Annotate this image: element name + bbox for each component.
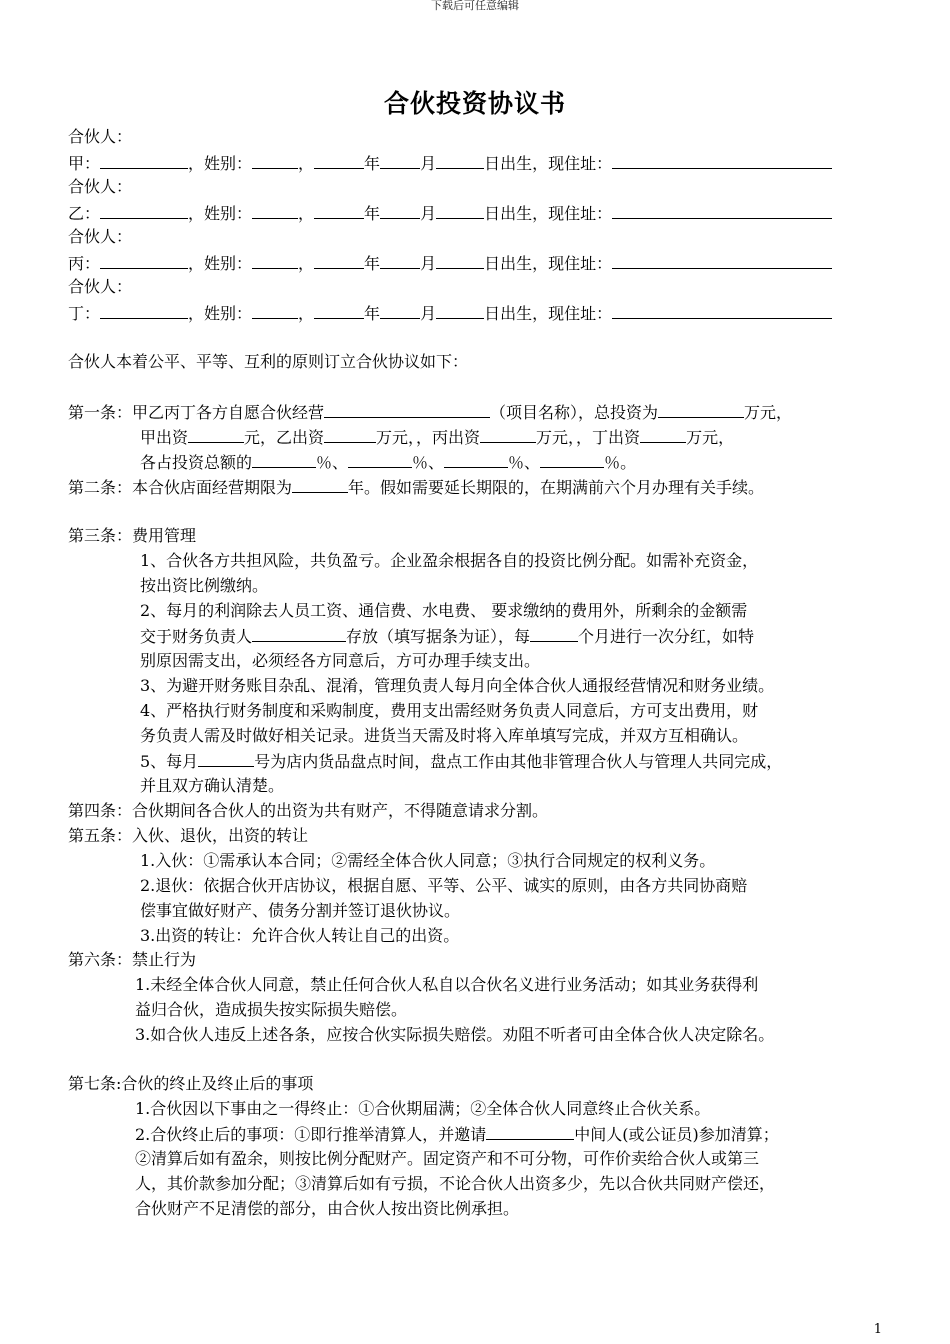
article-3-text: 5、每月: [140, 752, 199, 771]
article-1-text: 第一条：甲乙丙丁各方自愿合伙经营: [68, 403, 325, 422]
partner-prefix: 丙：: [68, 254, 101, 273]
partner-label: 合伙人：: [68, 177, 133, 196]
day-blank[interactable]: [436, 303, 484, 319]
article-7-text: 合伙财产不足清偿的部分，由合伙人按出资比例承担。: [135, 1199, 520, 1218]
year-blank[interactable]: [314, 303, 364, 319]
article-7-text: 2.合伙终止后的事项：①即行推举清算人，并邀请: [135, 1125, 487, 1144]
article-3-line: [140, 626, 754, 647]
percent-label: ％、: [316, 453, 349, 472]
birth-address-label: 日出生，现住址：: [484, 154, 613, 173]
article-3-text: 并且双方确认清楚。: [140, 776, 285, 795]
day-blank[interactable]: [436, 203, 484, 219]
partner-prefix: 丁：: [68, 304, 101, 323]
separator: ，: [298, 304, 315, 323]
article-3-text: 别原因需支出，必须经各方同意后，方可办理手续支出。: [140, 651, 541, 670]
article-1-text: （项目名称），总投资为: [490, 403, 659, 422]
article-5-text: 3.出资的转让：允许合伙人转让自己的出资。: [140, 926, 460, 945]
month-blank[interactable]: [380, 153, 420, 169]
article-3-text: 4、严格执行财务制度和采购制度，费用支出需经财务负责人同意后，方可支出费用，财: [140, 701, 759, 720]
year-label: 年: [364, 204, 381, 223]
separator: ，: [298, 254, 315, 273]
year-blank[interactable]: [314, 203, 364, 219]
article-1-line-1: [68, 402, 792, 423]
article-7-text: 中间人(或公证员)参加清算；: [574, 1125, 779, 1144]
month-label: 月: [420, 254, 437, 273]
investment-b-blank[interactable]: [324, 427, 376, 443]
gender-blank[interactable]: [252, 253, 298, 269]
investment-d-blank[interactable]: [640, 427, 686, 443]
finance-officer-blank[interactable]: [252, 626, 346, 642]
article-7-text: 1.合伙因以下事由之一得终止：①合伙期届满；②全体合伙人同意终止合伙关系。: [135, 1099, 711, 1118]
name-blank[interactable]: [100, 303, 188, 319]
name-blank[interactable]: [100, 153, 188, 169]
article-6-text: 1.未经全体合伙人同意，禁止任何合伙人私自以合伙名义进行业务活动；如其业务获得利: [135, 975, 759, 994]
gender-label: ，姓别：: [188, 304, 253, 323]
year-label: 年: [364, 254, 381, 273]
partner-row: [68, 253, 832, 274]
name-blank[interactable]: [100, 203, 188, 219]
investment-c-blank[interactable]: [480, 427, 536, 443]
gender-label: ，姓别：: [188, 254, 253, 273]
month-blank[interactable]: [380, 253, 420, 269]
article-1-text: 万元，: [686, 428, 735, 447]
partner-row: [68, 203, 832, 224]
partner-prefix: 甲：: [68, 154, 101, 173]
partner-row: [68, 303, 832, 324]
article-7-text: ②清算后如有盈余，则按比例分配财产。固定资产和不可分物，可作价卖给合伙人或第三: [135, 1149, 760, 1168]
article-4: 第四条：合伙期间各合伙人的出资为共有财产，不得随意请求分割。: [68, 801, 549, 820]
article-5-heading: 第五条：入伙、退伙，出资的转让: [68, 826, 309, 845]
project-name-blank[interactable]: [324, 402, 490, 418]
gender-blank[interactable]: [252, 303, 298, 319]
percent-label: ％、: [412, 453, 445, 472]
share-a-blank[interactable]: [252, 452, 316, 468]
address-blank[interactable]: [612, 203, 832, 219]
month-label: 月: [420, 154, 437, 173]
article-3-text: 2、每月的利润除去人员工资、通信费、水电费、 要求缴纳的费用外，所剩余的金额需: [140, 601, 748, 620]
percent-label: ％、: [508, 453, 541, 472]
percent-label: ％。: [604, 453, 637, 472]
share-c-blank[interactable]: [444, 452, 508, 468]
partner-row: [68, 153, 832, 174]
article-2-text: 第二条：本合伙店面经营期限为: [68, 478, 293, 497]
article-6-text: 3.如合伙人违反上述各条，应按合伙实际损失赔偿。劝阻不听者可由全体合伙人决定除名。: [135, 1025, 775, 1044]
article-1-text: 各占投资总额的: [140, 453, 253, 472]
gender-label: ，姓别：: [188, 154, 253, 173]
inventory-day-blank[interactable]: [198, 751, 254, 767]
month-blank[interactable]: [380, 303, 420, 319]
year-label: 年: [364, 154, 381, 173]
article-1-line-2: [140, 427, 734, 448]
partner-label: 合伙人：: [68, 277, 133, 296]
article-3-text: 个月进行一次分红，如特: [578, 627, 755, 646]
article-3-text: 3、为避开财务账目杂乱、混淆，管理负责人每月向全体合伙人通报经营情况和财务业绩。: [140, 676, 775, 695]
article-3-text: 务负责人需及时做好相关记录。进货当天需及时将入库单填写完成，并双方互相确认。: [140, 726, 749, 745]
article-7-heading: 第七条:合伙的终止及终止后的事项: [68, 1074, 314, 1093]
article-6-text: 益归合伙，造成损失按实际损失赔偿。: [135, 1000, 408, 1019]
share-d-blank[interactable]: [540, 452, 604, 468]
name-blank[interactable]: [100, 253, 188, 269]
partner-prefix: 乙：: [68, 204, 101, 223]
article-2-text: 年。假如需要延长期限的，在期满前六个月办理有关手续。: [348, 478, 765, 497]
article-1-text: 元，乙出资: [244, 428, 325, 447]
article-1-text: 甲出资: [140, 428, 189, 447]
article-3-text: 号为店内货品盘点时间，盘点工作由其他非管理合伙人与管理人共同完成，: [254, 752, 783, 771]
article-7-line: [135, 1124, 779, 1145]
gender-blank[interactable]: [252, 203, 298, 219]
partner-label: 合伙人：: [68, 127, 133, 146]
article-6-heading: 第六条：禁止行为: [68, 950, 197, 969]
address-blank[interactable]: [612, 153, 832, 169]
year-blank[interactable]: [314, 153, 364, 169]
total-investment-blank[interactable]: [658, 402, 744, 418]
month-label: 月: [420, 204, 437, 223]
page-number: 1: [873, 1322, 882, 1337]
article-3-line: [140, 751, 782, 772]
article-2: [68, 477, 764, 498]
article-3-heading: 第三条：费用管理: [68, 526, 197, 545]
address-blank[interactable]: [612, 253, 832, 269]
day-blank[interactable]: [436, 153, 484, 169]
day-blank[interactable]: [436, 253, 484, 269]
gender-blank[interactable]: [252, 153, 298, 169]
investment-a-blank[interactable]: [188, 427, 244, 443]
article-5-text: 偿事宜做好财产、债务分割并签订退伙协议。: [140, 901, 461, 920]
article-1-line-3: [140, 452, 636, 473]
page-header: 下载后可任意编辑: [431, 0, 519, 12]
article-3-text: 按出资比例缴纳。: [140, 576, 269, 595]
article-5-text: 2.退伙：依据合伙开店协议，根据自愿、平等、公平、诚实的原则，由各方共同协商赔: [140, 876, 748, 895]
article-1-text: 万元，，丙出资: [376, 428, 481, 447]
partner-label: 合伙人：: [68, 227, 133, 246]
share-b-blank[interactable]: [348, 452, 412, 468]
article-3-text: 交于财务负责人: [140, 627, 253, 646]
month-blank[interactable]: [380, 203, 420, 219]
intermediary-blank[interactable]: [486, 1124, 574, 1140]
document-title: 合伙投资协议书: [383, 89, 566, 118]
birth-address-label: 日出生，现住址：: [484, 254, 613, 273]
article-1-text: 万元，: [744, 403, 793, 422]
year-label: 年: [364, 304, 381, 323]
address-blank[interactable]: [612, 303, 832, 319]
article-3-text: 存放（填写据条为证），每: [346, 627, 531, 646]
month-label: 月: [420, 304, 437, 323]
gender-label: ，姓别：: [188, 204, 253, 223]
term-years-blank[interactable]: [292, 477, 348, 493]
birth-address-label: 日出生，现住址：: [484, 304, 613, 323]
birth-address-label: 日出生，现住址：: [484, 204, 613, 223]
dividend-months-blank[interactable]: [530, 626, 578, 642]
article-5-text: 1.入伙：①需承认本合同；②需经全体合伙人同意；③执行合同规定的权利义务。: [140, 851, 716, 870]
separator: ，: [298, 204, 315, 223]
year-blank[interactable]: [314, 253, 364, 269]
intro-paragraph: 合伙人本着公平、平等、互利的原则订立合伙协议如下：: [68, 352, 469, 371]
separator: ，: [298, 154, 315, 173]
article-1-text: 万元，，丁出资: [536, 428, 641, 447]
article-7-text: 人，其价款参加分配；③清算后如有亏损，不论合伙人出资多少，先以合伙共同财产偿还，: [135, 1174, 776, 1193]
article-3-text: 1、合伙各方共担风险，共负盈亏。企业盈余根据各自的投资比例分配。如需补充资金，: [140, 551, 759, 570]
